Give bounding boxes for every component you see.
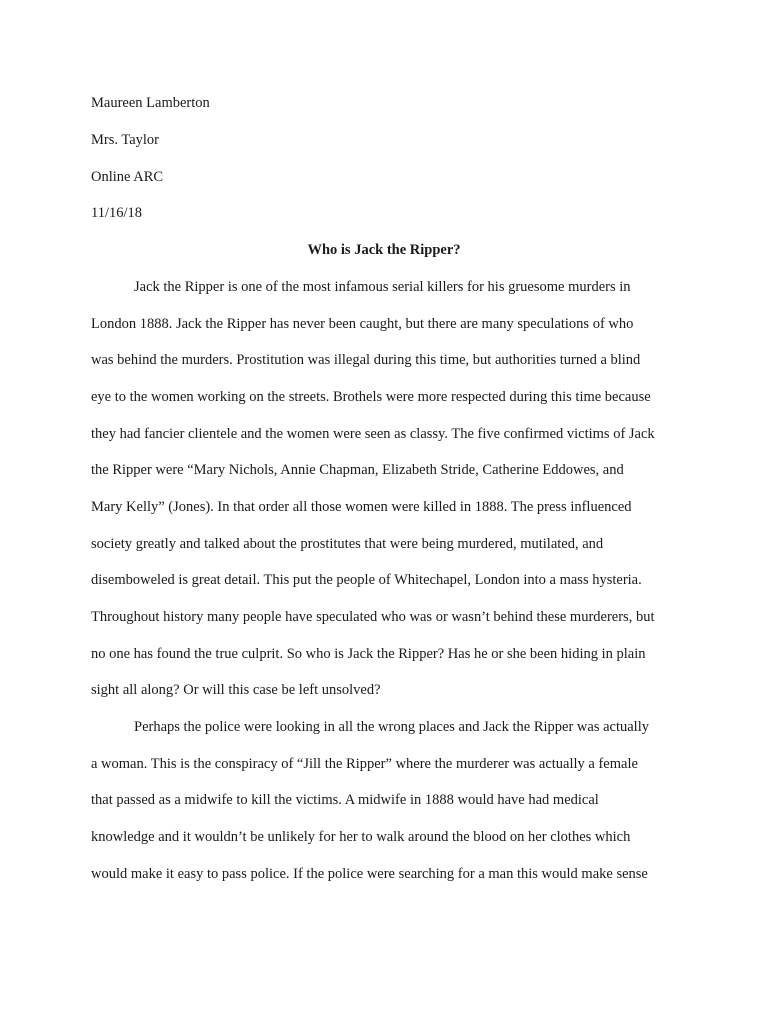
instructor-name: Mrs. Taylor (91, 132, 159, 148)
paragraph-line: the Ripper were “Mary Nichols, Annie Chapman, Elizabeth Stride, Catherine Eddowes, and (91, 462, 624, 478)
paragraph-line: Throughout history many people have speculated who was or wasn’t behind these murderers, but (91, 609, 655, 625)
paragraph-line: would make it easy to pass police. If the police were searching for a man this would make sense (91, 866, 648, 882)
paragraph-line: no one has found the true culprit. So who is Jack the Ripper? Has he or she been hiding in plain (91, 646, 646, 662)
paragraph-line: a woman. This is the conspiracy of “Jill the Ripper” where the murderer was actually a female (91, 756, 638, 772)
paragraph-line: sight all along? Or will this case be left unsolved? (91, 682, 381, 698)
paragraph-line: knowledge and it wouldn’t be unlikely for her to walk around the blood on her clothes which (91, 829, 631, 845)
paragraph-line: was behind the murders. Prostitution was illegal during this time, but authorities turned a blind (91, 352, 641, 368)
paragraph-line: eye to the women working on the streets. Brothels were more respected during this time because (91, 389, 651, 405)
paragraph-line: they had fancier clientele and the women were seen as classy. The five confirmed victims of Jack (91, 426, 655, 442)
paragraph-line: that passed as a midwife to kill the victims. A midwife in 1888 would have had medical (91, 792, 599, 808)
paragraph-line: Jack the Ripper is one of the most infamous serial killers for his gruesome murders in (134, 279, 631, 295)
essay-title: Who is Jack the Ripper? (307, 242, 461, 258)
course-name: Online ARC (91, 169, 164, 185)
author-name: Maureen Lamberton (91, 95, 210, 111)
paragraph-line: London 1888. Jack the Ripper has never been caught, but there are many speculations of who (91, 316, 634, 332)
paragraph-line: society greatly and talked about the prostitutes that were being murdered, mutilated, and (91, 536, 604, 552)
paragraph-line: Mary Kelly” (Jones). In that order all those women were killed in 1888. The press influenced (91, 499, 632, 515)
paragraph-line: Perhaps the police were looking in all the wrong places and Jack the Ripper was actually (134, 719, 649, 735)
date: 11/16/18 (91, 205, 143, 221)
paragraph-line: disemboweled is great detail. This put the people of Whitechapel, London into a mass hysteria. (91, 572, 642, 588)
